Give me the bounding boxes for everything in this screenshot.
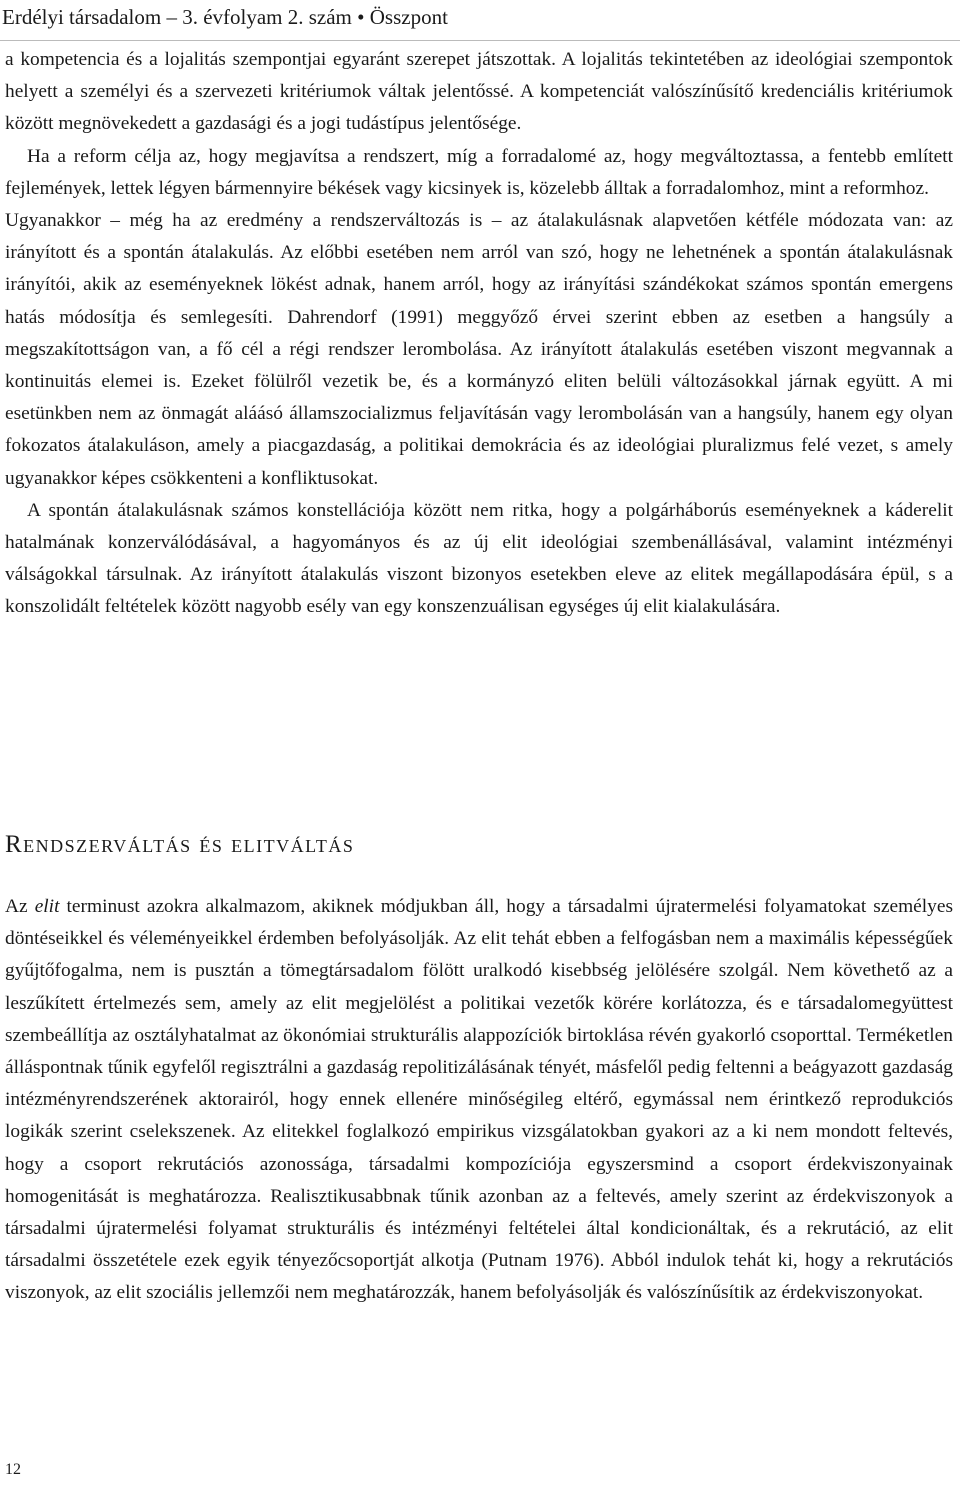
emphasized-term: elit: [34, 896, 60, 917]
section-1-body: [5, 44, 953, 624]
paragraph: [5, 891, 953, 1310]
page-number: 12: [5, 1461, 21, 1478]
body-text: terminust azokra alkalmazom, akiknek módjukban áll, hogy a társadalmi újratermelési folyamatokat személyes döntéseikkel és véleményeikkel érdemben befolyásolják. Az elit tehát ebben a felfogásban nem a maximális képességűek gyűjtőfogalma, nem is pusztán a tömegtársadalom fölött uralkodó kisebbség jelölésére szolgál. Nem követhető az a leszűkített értelmezés sem, amely az elit megjelölést a politikai vezetők körére korlátozza, és e társadalomegyüttest szembeállítja az osztályhatalmat az ökonómiai strukturális alappozíciók birtoklása révén gyakorló csoporttal. Terméketlen álláspontnak tűnik egyfelől regisztrálni a gazdaság repolitizálásának tényét, másfelől pedig feltenni a beágyazott gazdaság intézményrendszerének aktorairól, hogy ennek ellenére minőségileg eltérő, egymással nem érintkező reprodukciós logikák szerint cselekszenek. Az elitekkel foglalkozó empirikus vizsgálatokban gyakori az a ki nem mondott feltevés, hogy a csoport rekrutációs azonossága, társadalmi kompozíciója egyszersmind a csoport érdekviszonyainak homogenitását is meghatározza. Realisztikusabbnak tűnik azonban az a feltevés, amely szerint az érdekviszonyok a társadalmi újratermelési folyamat strukturális és intézményi feltételei által kondicionáltak, és a rekrutáció, az elit társadalmi összetétele ezek egyik tényezőcsoportját alkotja (Putnam 1976). Abból indulok tehát ki, hogy a rekrutációs viszonyok, az elit szociális jellemzői nem meghatározzák, hanem befolyásolják és valószínűsítik az érdekviszonyokat.: [5, 896, 953, 1304]
running-head: Erdélyi társadalom – 3. évfolyam 2. szám • Összpont: [2, 5, 448, 29]
section-2-body: [5, 891, 953, 1310]
header-divider: [0, 40, 960, 41]
paragraph: A spontán átalakulásnak számos konstellációja között nem ritka, hogy a polgárháborús eseményeknek a káderelit hatalmának konzerválódásával, a hagyományos és az új elit ideológiai szembenállásával, valamint intézményi válságokkal társulnak. Az irányított átalakulás viszont bizonyos esetekben eleve az elitek megállapodására épül, s a konszolidált feltételek között nagyobb esély van egy konszenzuálisan egységes új elit kialakulására.: [5, 499, 953, 618]
lead-text: Az: [5, 896, 35, 917]
paragraph: Ha a reform célja az, hogy megjavítsa a rendszert, míg a forradalomé az, hogy megváltoztassa, a fentebb említett fejlemények, lettek légyen bármennyire békések vagy kicsinyek is, közelebb álltak a forradalomhoz, mint a reformhoz.: [5, 145, 953, 199]
paragraph: Ugyanakkor – még ha az eredmény a rendszerváltozás is – az átalakulásnak alapvetően kétféle módozata van: az irányított és a spontán átalakulás. Az előbbi esetében nem arról van szó, hogy ne lehetnének a spontán átalakulásnak irányítói, akik az eseményeknek lökést adnak, hanem arról, hogy az irányítási szándékokat számos spontán emergens hatás módosítja és semlegesíti. Dahrendorf (1991) meggyőző érvei szerint ebben az esetben a hangsúly a megszakítottságon van, a fő cél a régi rendszer lerombolása. Az irányított átalakulás esetében viszont megvannak a kontinuitás elemei is. Ezeket fölülről vezetik be, és a kormányzó eliten belüli változásokkal járnak együtt. A mi esetünkben nem az önmagát aláásó államszocializmus feljavításán vagy lerombolásán van a hangsúly, hanem egy olyan fokozatos átalakuláson, amely a piacgazdaság, a politikai demokrácia és az ideológiai pluralizmus felé vezet, s amely ugyanakkor képes csökkenteni a konfliktusokat.: [5, 210, 953, 489]
section-heading: Rendszerváltás és elitváltás: [5, 831, 355, 858]
paragraph: a kompetencia és a lojalitás szempontjai egyaránt szerepet játszottak. A lojalitás tekintetében az ideológiai szempontok helyett a személyi és a szervezeti kritériumok váltak jelentőssé. A kompetenciát valószínűsítő kredenciális kritériumok között megnövekedett a gazdasági és a jogi tudástípus jelentősége.: [5, 49, 953, 135]
